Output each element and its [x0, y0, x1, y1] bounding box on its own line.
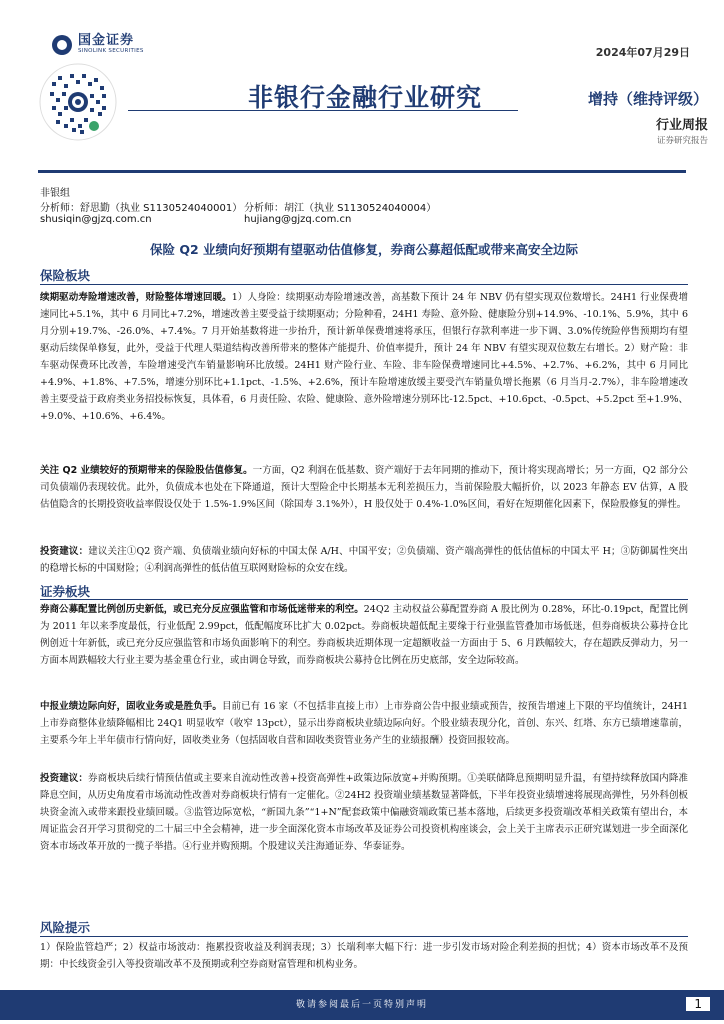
- paragraph-4-lead: 券商公募配置比例创历史新低，或已充分反应强监管和市场低迷带来的利空。: [40, 604, 364, 615]
- paragraph-1-lead: 续期驱动寿险增速改善，财险整体增速回暖。: [40, 292, 232, 303]
- report-headline: 保险 Q2 业绩向好预期有望驱动估值修复，券商公募超低配或带来高安全边际: [149, 242, 579, 257]
- section-title-risk: 风险提示: [40, 920, 91, 935]
- rating-label: 增持（维持评级）: [587, 90, 708, 108]
- paragraph-3-lead: 投资建议：: [40, 546, 89, 557]
- analyst-2: 分析师：胡江（执业 S1130524040004）: [244, 203, 437, 214]
- paragraph-7: [40, 939, 688, 973]
- company-logo: [52, 34, 144, 55]
- logo-mark-icon: [52, 35, 72, 55]
- header-bar: [38, 170, 686, 173]
- logo-en: SINOLINK SECURITIES: [78, 48, 144, 54]
- paragraph-2-text: 一方面，Q2 利润在低基数、资产端好于去年同期的推动下，预计将实现高增长；另一方面，Q2 部分公司负债端仍表现较优。此外，负债成本也处在下降通道，预计大型险企中长期基本无利差损压力，当前保险股大幅折价，以 2023 年静态 EV 估算，A 股估值隐含的长期投资收益率假设仅处于 1.5%-1.9%区间（除国寿 3.1%外），H 股仅处于 0.4%-1.0%区间，看好在短期催化因素下，保险股修复的弹性。: [40, 465, 688, 510]
- paragraph-3: [40, 543, 688, 577]
- sector-label: 非银组: [40, 188, 70, 199]
- paragraph-5-lead: 中报业绩边际向好，固收业务或是胜负手。: [40, 701, 222, 712]
- page-number: 1: [686, 997, 710, 1011]
- report-date: 2024年07月29日: [595, 46, 690, 59]
- section-title-securities: 证券板块: [40, 584, 91, 599]
- paragraph-5: [40, 698, 688, 749]
- section-divider: [40, 284, 688, 285]
- paragraph-5-text: 目前已有 16 家（不包括非直接上市）上市券商公告中报业绩或预告，按预告增速上下限的平均值统计，24H1 上市券商整体业绩降幅相比 24Q1 明显收窄（收窄 13pct），显示出券商板块业绩边际向好。个股业绩表现分化，首创、东兴、红塔、东方已绩增速靠前，主要系今年上半年债市行情向好，固收类业务（包括固收自营和固收类资管业务产生的业绩报酬）投资回报较高。: [40, 701, 688, 746]
- paragraph-6: [40, 770, 688, 855]
- paragraph-1: [40, 289, 688, 425]
- paragraph-1-text: 1）人身险：续期驱动寿险增速改善，高基数下预计 24 年 NBV 仍有望实现双位数增长。24H1 行业保费增速同比+5.1%，其中 6 月同比+7.2%，增速改善主要受益于续期驱动；分险种看，24H1 寿险、意外险、健康险分别+14.9%、-10.1%、5.9%，其中 6 月分别+19.7%、-26.0%、+7.4%。7 月开始基数将进一步抬升，预计新单保费增速将承压，但银行存款利率进一步下调、3.0%传统险停售预期均有望驱动后续保单修复，此外，受益于代理人渠道结构改善所带来的整体产能提升、价值率提升，预计 24 年 NBV 有望实现双位数左右增长。2）财产险：非车驱动保费环比改善，车险增速受汽车销量影响环比放缓。24H1 财产险行业、车险、非车险保费增速同比+4.5%、+2.7%、+6.2%，其中 6 月同比+4.9%、+1.8%、+7.5%，增速分别环比+1.1pct、-1.5%、+2.6%，预计车险增速放缓主要受汽车销量负增长拖累（6 月当月-2.7%），非车险增速改善主要受益于政府类业务招投标恢复，具体看，6 月责任险、农险、健康险、意外险增速分别环比-12.5pct、+10.6pct、-0.5pct、+5.2pct 至+1.9%、+9.0%、+10.6%、+6.4%。: [40, 292, 688, 422]
- paragraph-6-lead: 投资建议：: [40, 773, 88, 784]
- paragraph-6-text: 券商板块后续行情预估值或主要来自流动性改善+投资高弹性+政策边际放宽+并购预期。①美联储降息预期明显升温，有望持续释放国内降准降息空间，从历史角度看市场流动性改善对券商板块行情有一定催化。②24H2 投资端业绩基数显著降低，下半年投资业绩增速将展现高弹性，另外科创板块资金流入或带来跟投业绩回暖。③监管边际宽松，“新国九条”“1+N”配套政策中偏融资端政策已基本落地，后续更多投资端改革相关政策有望出台，本周证监会召开学习贯彻党的二十届三中全会精神，进一步全面深化资本市场改革及证券公司投资机构座谈会，会上关于主席表示正研究谋划进一步全面深化资本市场改革开放的一揽子举措。④行业并购预期。个股建议关注海通证券、华泰证券。: [40, 773, 688, 852]
- report-kind: 行业周报: [655, 118, 708, 133]
- logo-cn: 国金证券: [78, 33, 135, 48]
- section-divider: [40, 936, 688, 937]
- page-title: 非银行金融行业研究: [248, 83, 483, 112]
- section-divider: [40, 599, 688, 600]
- paragraph-3-text: 建议关注①Q2 资产端、负债端业绩向好标的中国太保 A/H、中国平安；②负债端、资产端高弹性的低估值标的中国太平 H；③防御属性突出的稳增长标的中国财险；④利润高弹性的低估值互联网财险标的众安在线。: [40, 546, 688, 574]
- qr-code-icon: [38, 62, 118, 142]
- paragraph-4-text: 24Q2 主动权益公募配置券商 A 股比例为 0.28%，环比-0.19pct，配置比例为 2011 年以来季度最低，行业低配 2.99pct，低配幅度环比扩大 0.02pct。券商板块超低配主要缘于行业强监管叠加市场低迷，但券商板块公募持仓比例创近十年新低，或已充分反应强监管和市场负面影响下的利空。券商板块近期体现一定超额收益一方面由于 5、6 月跌幅较大，存在超跌反弹动力，另一方面本周跌幅较大行业主要为基金重仓行业，或由调仓导致，而券商板块公募持仓比例在历史底部，安全边际较高。: [40, 604, 688, 666]
- analyst-1: 分析师：舒思勤（执业 S1130524040001）: [40, 203, 243, 214]
- report-type: 证券研究报告: [656, 136, 708, 146]
- analyst-1-email[interactable]: shusiqin@gjzq.com.cn: [40, 214, 152, 225]
- section-title-insurance: 保险板块: [40, 268, 91, 283]
- paragraph-7-text: 1）保险监管趋严；2）权益市场波动：拖累投资收益及利润表现；3）长端利率大幅下行：进一步引发市场对险企利差损的担忧；4）资本市场改革不及预期：中长线资金引入等投资端改革不及预期或利空券商财富管理和机构业务。: [40, 942, 688, 970]
- paragraph-4: [40, 601, 688, 669]
- paragraph-2: [40, 462, 688, 513]
- footer-disclaimer: 敬请参阅最后一页特别声明: [295, 1000, 428, 1010]
- analyst-2-email[interactable]: hujiang@gjzq.com.cn: [244, 214, 352, 225]
- paragraph-2-lead: 关注 Q2 业绩较好的预期带来的保险股估值修复。: [40, 465, 253, 476]
